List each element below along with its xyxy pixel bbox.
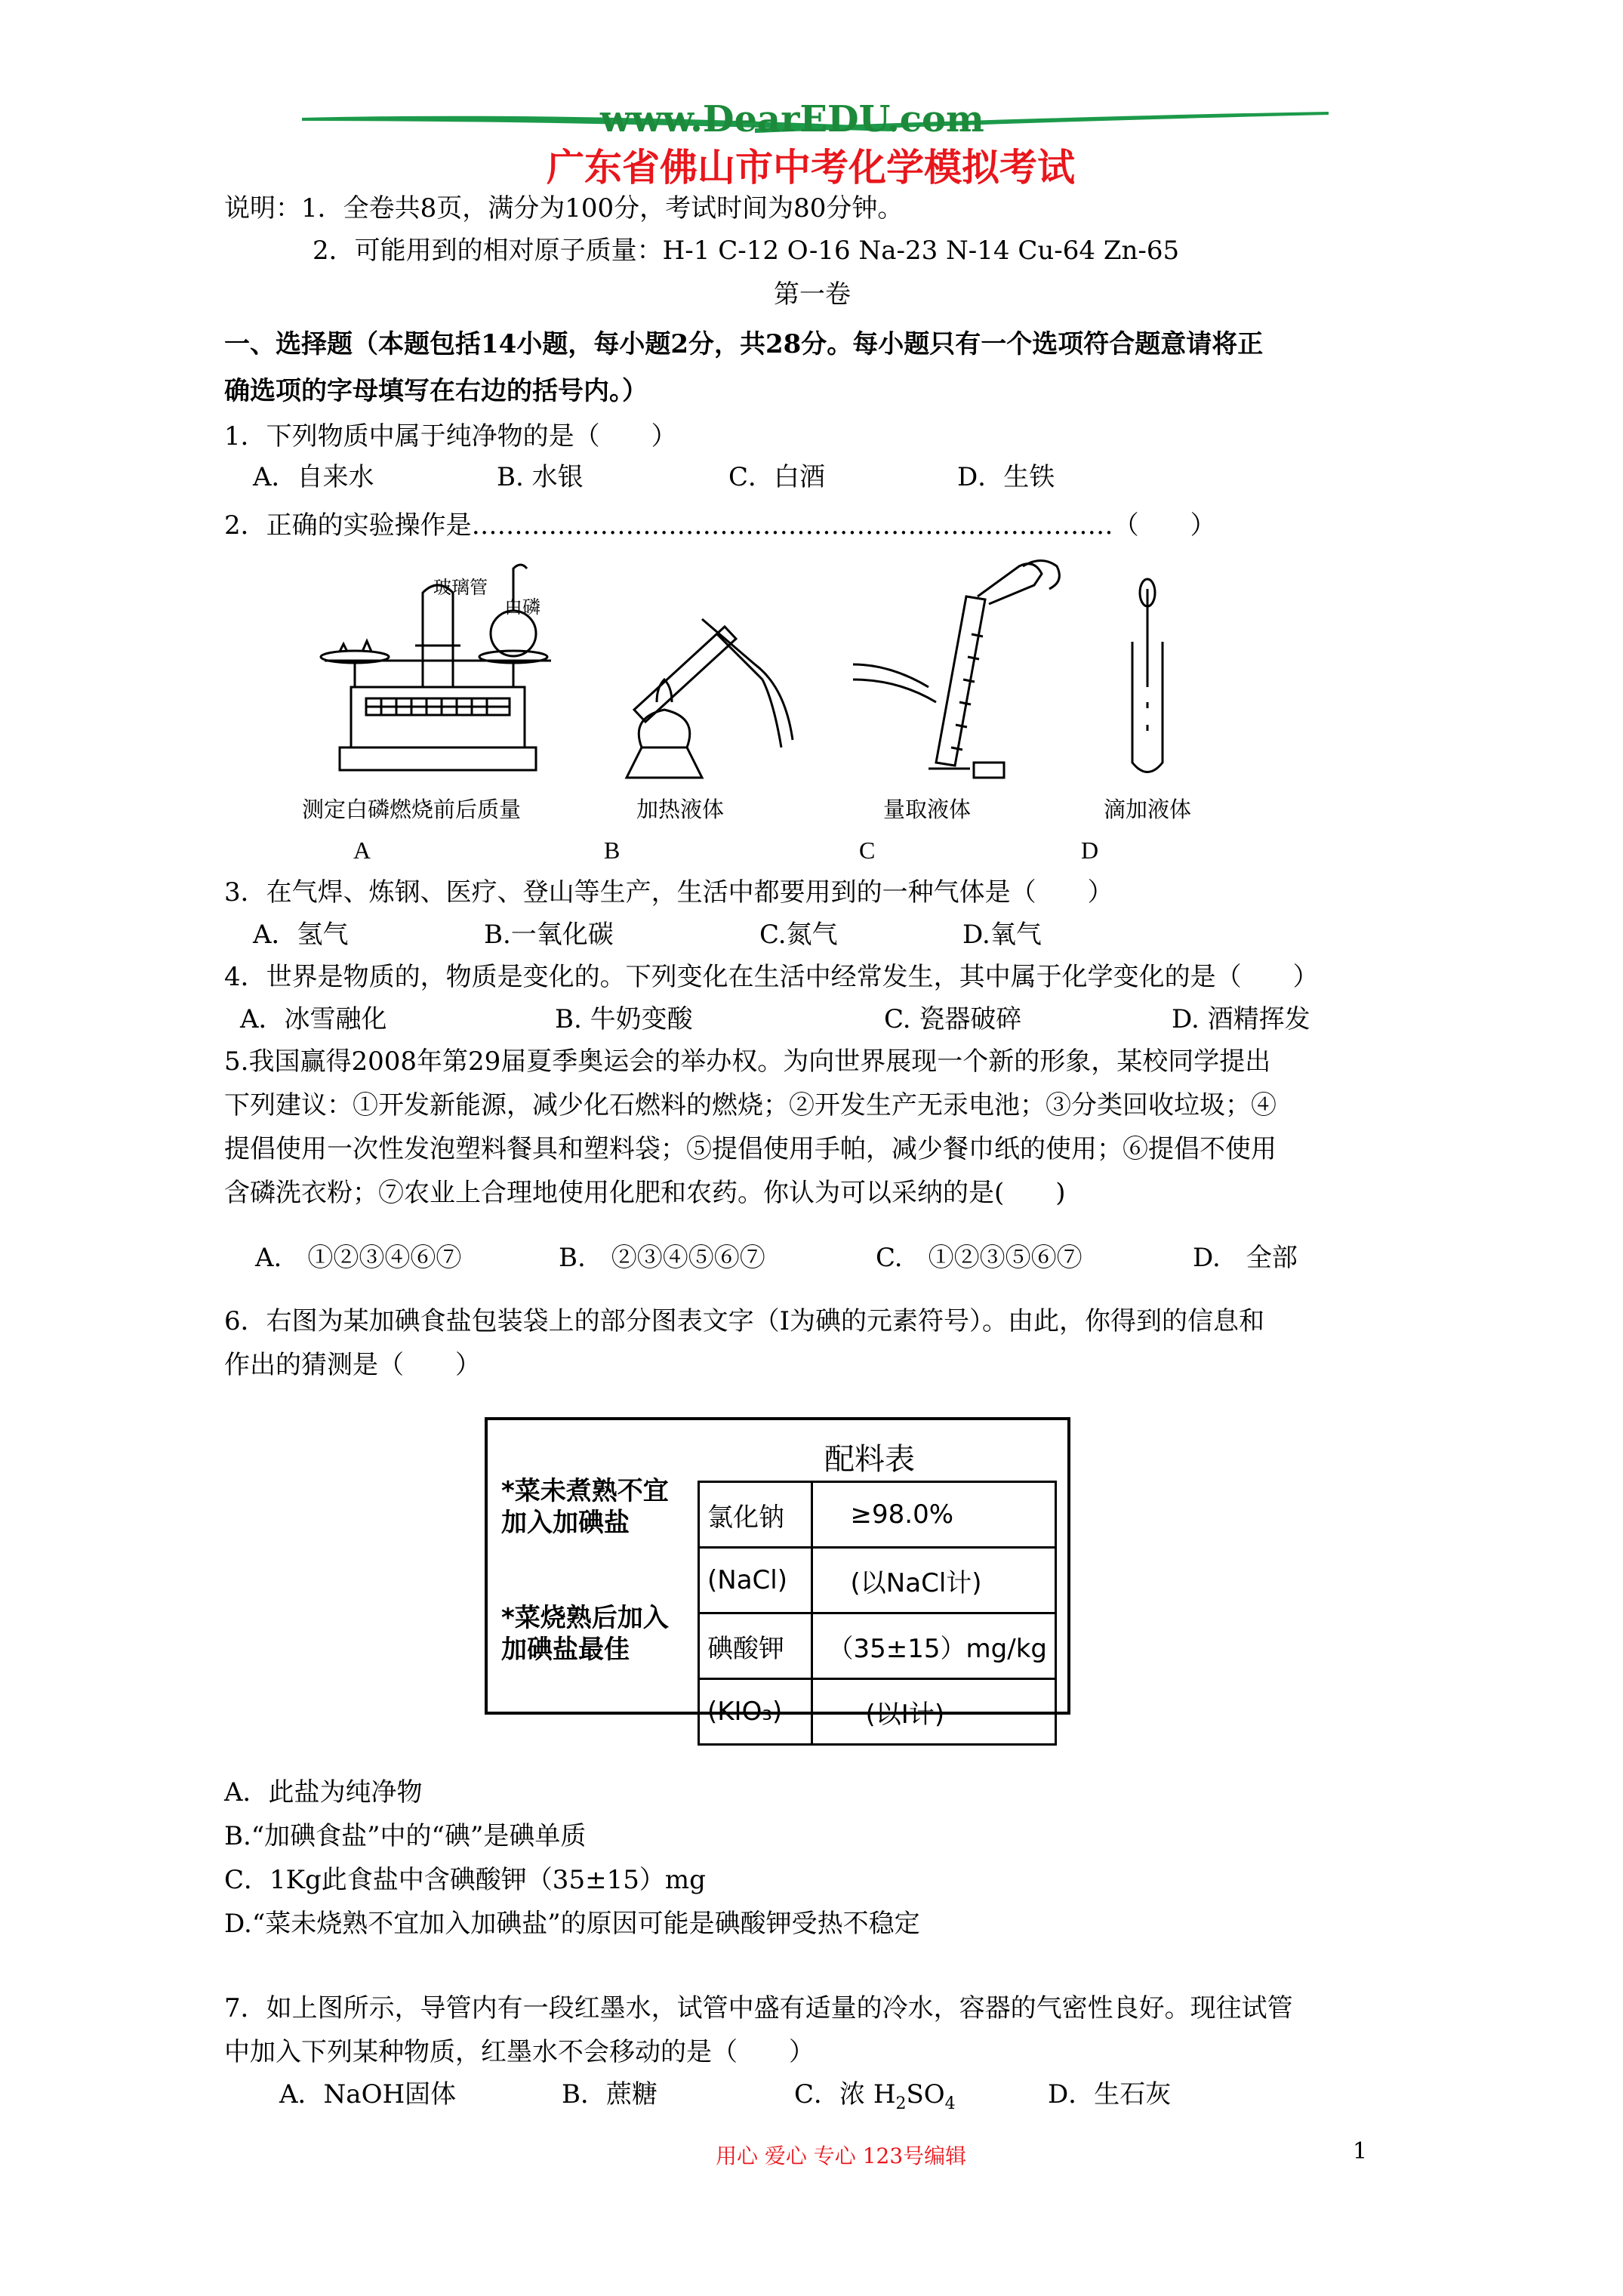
figure-c-measuring — [838, 551, 1079, 785]
q7-line-1: 7．如上图所示，导管内有一段红墨水，试管中盛有适量的冷水，容器的气密性良好。现往试管 — [224, 1993, 1293, 2023]
table-row — [699, 1613, 1056, 1679]
q4-stem: 4．世界是物质的，物质是变化的。下列变化在生活中经常发生，其中属于化学变化的是（ ） — [224, 962, 1319, 992]
q4-option-c: C. 瓷器破碎 — [884, 1004, 1022, 1034]
q3-option-b: B.一氧化碳 — [484, 920, 614, 950]
q1-option-c: C．白酒 — [728, 462, 826, 492]
table-row — [699, 1482, 1056, 1548]
salt-ingredient-table — [698, 1481, 1057, 1746]
figure-a-tag-white-phosphorus: 白磷 — [504, 596, 540, 618]
q6-option-b: B.“加碘食盐”中的“碘”是碘单质 — [224, 1821, 587, 1851]
table-cell: （35±15）mg/kg — [812, 1613, 1055, 1679]
q1-option-b: B. 水银 — [497, 462, 584, 492]
q3-option-c: C.氮气 — [759, 920, 838, 950]
instruction-line-2: 2．可能用到的相对原子质量：H-1 C-12 O-16 Na-23 N-14 Cu-64 Zn-65 — [313, 236, 1180, 266]
q7-option-c-prefix: C．浓 H — [794, 2079, 896, 2110]
q7-option-d: D．生石灰 — [1048, 2079, 1172, 2110]
table-cell: 碘酸钾 — [699, 1613, 812, 1679]
salt-note-2-line-2: 加碘盐最佳 — [501, 1635, 630, 1665]
q6-option-d: D.“菜未烧熟不宜加入加碘盐”的原因可能是碘酸钾受热不稳定 — [224, 1909, 920, 1939]
section-heading-line-2: 确选项的字母填写在右边的括号内。） — [224, 376, 648, 406]
q7-line-2: 中加入下列某种物质，红墨水不会移动的是（ ） — [224, 2037, 815, 2067]
salt-note-2-line-1: *菜烧熟后加入 — [501, 1603, 669, 1633]
table-cell: (KIO₃) — [699, 1679, 812, 1745]
table-cell: (以I计) — [812, 1679, 1055, 1745]
q3-option-d: D.氧气 — [962, 920, 1042, 950]
salt-table-title: 配料表 — [824, 1442, 915, 1477]
q7-option-c-mid: SO — [906, 2079, 945, 2110]
figure-b-letter: B — [604, 837, 621, 864]
table-cell: ≥98.0% — [812, 1482, 1055, 1548]
salt-note-1-line-1: *菜未煮熟不宜 — [501, 1476, 669, 1506]
q4-option-a: A．冰雪融化 — [240, 1004, 387, 1034]
section-heading-line-1: 一、选择题（本题包括14小题，每小题2分，共28分。每小题只有一个选项符合题意请将正 — [224, 329, 1264, 359]
page-title: 广东省佛山市中考化学模拟考试 — [547, 145, 1075, 190]
q4-option-d: D. 酒精挥发 — [1172, 1004, 1310, 1034]
q7-option-b: B．蔗糖 — [562, 2079, 658, 2110]
q7-option-c — [794, 2079, 956, 2119]
q2-stem: 2．正确的实验操作是…………………………………………………………………（ ） — [224, 510, 1216, 541]
figure-d-letter: D — [1081, 837, 1099, 864]
footer-text: 用心 爱心 专心 123号编辑 — [716, 2143, 967, 2168]
salt-note-1-line-2: 加入加碘盐 — [501, 1508, 630, 1538]
figure-b-heating — [611, 596, 808, 785]
q5-line-1: 5.我国赢得2008年第29届夏季奥运会的举办权。为向世界展现一个新的形象，某校同学提出 — [224, 1046, 1271, 1077]
page-number: 1 — [1353, 2138, 1368, 2165]
q5-option-b: B. ②③④⑤⑥⑦ — [559, 1243, 765, 1273]
q3-option-a: A．氢气 — [253, 920, 349, 950]
figure-a-caption: 测定白磷燃烧前后质量 — [302, 797, 522, 822]
figure-a-tag-glass-tube: 玻璃管 — [433, 577, 488, 598]
site-url: www.DearEDU.com — [600, 98, 984, 140]
q5-line-2: 下列建议：①开发新能源，减少化石燃料的燃烧；②开发生产无汞电池；③分类回收垃圾；④ — [224, 1090, 1277, 1120]
q6-line-2: 作出的猜测是（ ） — [224, 1350, 481, 1380]
part-title: 第一卷 — [774, 279, 851, 310]
q5-line-4: 含磷洗衣粉；⑦农业上合理地使用化肥和农药。你认为可以采纳的是( ) — [224, 1178, 1066, 1208]
figure-a-letter: A — [353, 837, 371, 864]
figure-c-letter: C — [859, 837, 876, 864]
q1-stem: 1．下列物质中属于纯净物的是（ ） — [224, 421, 677, 451]
instruction-line-1: 说明：1．全卷共8页，满分为100分，考试时间为80分钟。 — [224, 193, 904, 223]
salt-label-figure — [485, 1417, 1070, 1730]
table-cell: (以NaCl计) — [812, 1548, 1055, 1613]
table-row — [699, 1548, 1056, 1613]
table-row — [699, 1679, 1056, 1745]
figure-b-caption: 加热液体 — [636, 797, 725, 822]
q1-option-a: A．自来水 — [253, 462, 374, 492]
q5-option-c: C. ①②③⑤⑥⑦ — [876, 1243, 1083, 1273]
table-cell: 氯化钠 — [699, 1482, 812, 1548]
q6-option-a: A．此盐为纯净物 — [224, 1777, 423, 1808]
q6-line-1: 6．右图为某加碘食盐包装袋上的部分图表文字（I为碘的元素符号）。由此，你得到的信息和 — [224, 1306, 1265, 1336]
figure-d-dropper — [1117, 574, 1178, 785]
q3-stem: 3．在气焊、炼钢、医疗、登山等生产，生活中都要用到的一种气体是（ ） — [224, 877, 1113, 908]
figure-d-caption: 滴加液体 — [1104, 797, 1192, 822]
q5-option-d: D. 全部 — [1193, 1243, 1298, 1273]
q7-option-a: A．NaOH固体 — [279, 2079, 457, 2110]
q5-option-a: A. ①②③④⑥⑦ — [255, 1243, 462, 1273]
q1-option-d: D．生铁 — [957, 462, 1055, 492]
q6-option-c: C．1Kg此食盐中含碘酸钾（35±15）mg — [224, 1865, 706, 1895]
q5-line-3: 提倡使用一次性发泡塑料餐具和塑料袋；⑤提倡使用手帕，减少餐巾纸的使用；⑥提倡不使用 — [224, 1134, 1277, 1164]
figure-c-caption: 量取液体 — [883, 797, 972, 822]
table-cell: (NaCl) — [699, 1548, 812, 1613]
q7-option-c-sub-2: 4 — [944, 2094, 956, 2113]
q4-option-b: B. 牛奶变酸 — [555, 1004, 693, 1034]
q7-option-c-sub-1: 2 — [895, 2094, 907, 2113]
